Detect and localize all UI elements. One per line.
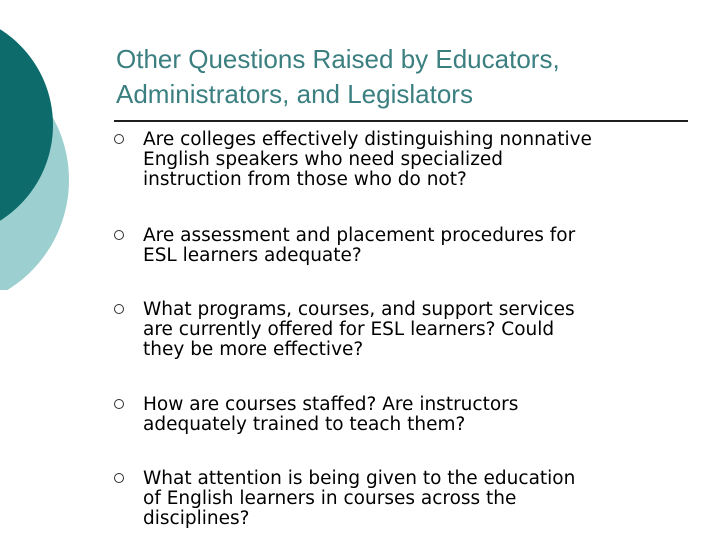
bullet-text-line: disciplines? xyxy=(143,508,250,529)
hollow-circle-bullet-icon xyxy=(114,304,124,314)
bullet-text-line: English speakers who need specialized xyxy=(143,149,504,170)
bullet-text-line: Are colleges effectively distinguishing nonnative xyxy=(143,129,592,150)
bullet-text xyxy=(143,130,695,190)
bullet-text-line: instruction from those who do not? xyxy=(143,169,467,190)
bullet-text-line: Are assessment and placement procedures for xyxy=(143,225,576,246)
slide-title-line-1: Other Questions Raised by Educators, xyxy=(116,44,560,74)
bullet-text-line: How are courses staffed? Are instructors xyxy=(143,394,519,415)
bullet-text-line: of English learners in courses across the xyxy=(143,488,517,509)
bullet-text-line: What programs, courses, and support services xyxy=(143,299,575,320)
bullet-text-line: adequately trained to teach them? xyxy=(143,414,466,435)
bullet-text xyxy=(143,395,695,435)
bullet-text xyxy=(143,300,695,360)
hollow-circle-bullet-icon xyxy=(114,473,124,483)
bullet-text xyxy=(143,469,695,529)
bullet-text-line: ESL learners adequate? xyxy=(143,245,362,266)
hollow-circle-bullet-icon xyxy=(114,399,124,409)
hollow-circle-bullet-icon xyxy=(114,134,124,144)
bullet-text xyxy=(143,226,695,266)
bullet-text-line: are currently offered for ESL learners? Could xyxy=(143,319,555,340)
hollow-circle-bullet-icon xyxy=(114,230,124,240)
slide-title-line-2: Administrators, and Legislators xyxy=(116,79,473,109)
bullet-text-line: they be more effective? xyxy=(143,339,364,360)
bullet-text-line: What attention is being given to the education xyxy=(143,468,576,489)
